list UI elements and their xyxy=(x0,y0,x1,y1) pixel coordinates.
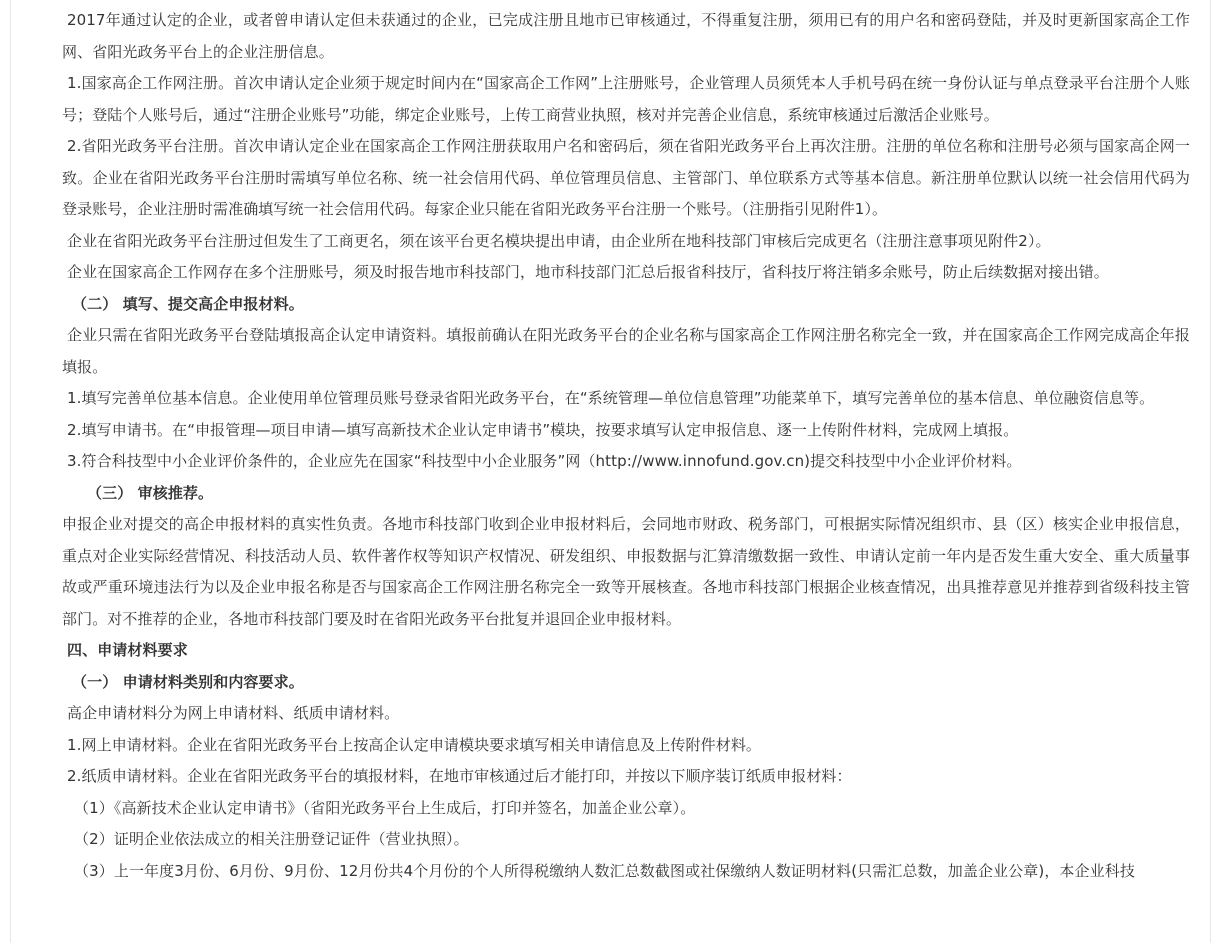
material-item-business-license: （2）证明企业依法成立的相关注册登记证件（营业执照）。 xyxy=(74,830,469,848)
paragraph-sme-evaluation: 3.符合科技型中小企业评价条件的，企业应先在国家“科技型中小企业服务”网（http://www.innofund.gov.cn)提交科技型中小企业评价材料。 xyxy=(67,452,1022,470)
material-item-application-form: （1）《高新技术企业认定申请书》（省阳光政务平台上生成后，打印并签名，加盖企业公章）。 xyxy=(74,798,696,817)
paragraph-submit-intro: 企业只需在省阳光政务平台登陆填报高企认定申请资料。填报前确认在阳光政务平台的企业名称与国家高企工作网注册名称完全一致，并在国家高企工作网完成高企年报填报。 xyxy=(62,326,1190,376)
paragraph-multiple-accounts: 企业在国家高企工作网存在多个注册账号，须及时报告地市科技部门，地市科技部门汇总后报省科技厅，省科技厅将注销多余账号，防止后续数据对接出错。 xyxy=(67,263,1109,281)
paragraph-online-materials: 1.网上申请材料。企业在省阳光政务平台上按高企认定申请模块要求填写相关申请信息及上传附件材料。 xyxy=(67,735,762,754)
paragraph-application-form: 2.填写申请书。在“申报管理—项目申请—填写高新技术企业认定申请书”模块，按要求填写认定申报信息、逐一上传附件材料，完成网上填报。 xyxy=(67,420,1019,439)
paragraph-material-types: 高企申请材料分为网上申请材料、纸质申请材料。 xyxy=(67,704,400,722)
material-item-tax-records: （3）上一年度3月份、6月份、9月份、12月份共4个月份的个人所得税缴纳人数汇总数截图或社保缴纳人数证明材料(只需汇总数，加盖企业公章)，本企业科技 xyxy=(74,861,1135,880)
paragraph-unit-info: 1.填写完善单位基本信息。企业使用单位管理员账号登录省阳光政务平台，在“系统管理—单位信息管理”功能菜单下，填写完善单位的基本信息、单位融资信息等。 xyxy=(67,389,1155,407)
section-heading-review: （三） 审核推荐。 xyxy=(87,483,214,502)
section-heading-material-types: （一） 申请材料类别和内容要求。 xyxy=(72,672,304,691)
paragraph-provincial-platform-registration: 2.省阳光政务平台注册。首次申请认定企业在国家高企工作网注册获取用户名和密码后，须在省阳光政务平台上再次注册。注册的单位名称和注册号必须与国家高企网一致。企业在省阳光政务平台注册时需填写单位名称、统一社会信用代码、单位管理员信息、主管部门、单位联系方式等基本信息。新注册单位默认以统一社会信用代码为登录账号，企业注册时需准确填写统一社会信用代码。每家企业只能在省阳光政务平台注册一个账号。（注册指引见附件1）。 xyxy=(62,137,1190,218)
paragraph-registration-note: 2017年通过认定的企业，或者曾申请认定但未获通过的企业，已完成注册且地市已审核通过，不得重复注册，须用已有的用户名和密码登陆，并及时更新国家高企工作网、省阳光政务平台上的企业注册信息。 xyxy=(62,11,1190,61)
paragraph-national-site-registration: 1.国家高企工作网注册。首次申请认定企业须于规定时间内在“国家高企工作网”上注册账号，企业管理人员须凭本人手机号码在统一身份认证与单点登录平台注册个人账号；登陆个人账号后，通过“注册企业账号”功能，绑定企业账号，上传工商营业执照，核对并完善企业信息，系统审核通过后激活企业账号。 xyxy=(62,74,1190,124)
paragraph-name-change: 企业在省阳光政务平台注册过但发生了工商更名，须在该平台更名模块提出申请，由企业所在地科技部门审核后完成更名（注册注意事项见附件2）。 xyxy=(67,231,1051,250)
section-heading-material-requirements: 四、申请材料要求 xyxy=(67,641,188,659)
section-heading-submit-materials: （二） 填写、提交高企申报材料。 xyxy=(72,294,304,313)
paragraph-paper-materials: 2.纸质申请材料。企业在省阳光政务平台的填报材料，在地市审核通过后才能打印，并按以下顺序装订纸质申报材料： xyxy=(67,767,852,785)
paragraph-review: 申报企业对提交的高企申报材料的真实性负责。各地市科技部门收到企业申报材料后，会同地市财政、税务部门，可根据实际情况组织市、县（区）核实企业申报信息，重点对企业实际经营情况、科技活动人员、软件著作权等知识产权情况、研发组织、申报数据与汇算清缴数据一致性、申请认定前一年内是否发生重大安全、重大质量事故或严重环境违法行为以及企业申报名称是否与国家高企工作网注册名称完全一致等开展核查。各地市科技部门根据企业核查情况，出具推荐意见并推荐到省级科技主管部门。对不推荐的企业，各地市科技部门要及时在省阳光政务平台批复并退回企业申报材料。 xyxy=(62,515,1190,628)
article-body xyxy=(62,0,1190,887)
